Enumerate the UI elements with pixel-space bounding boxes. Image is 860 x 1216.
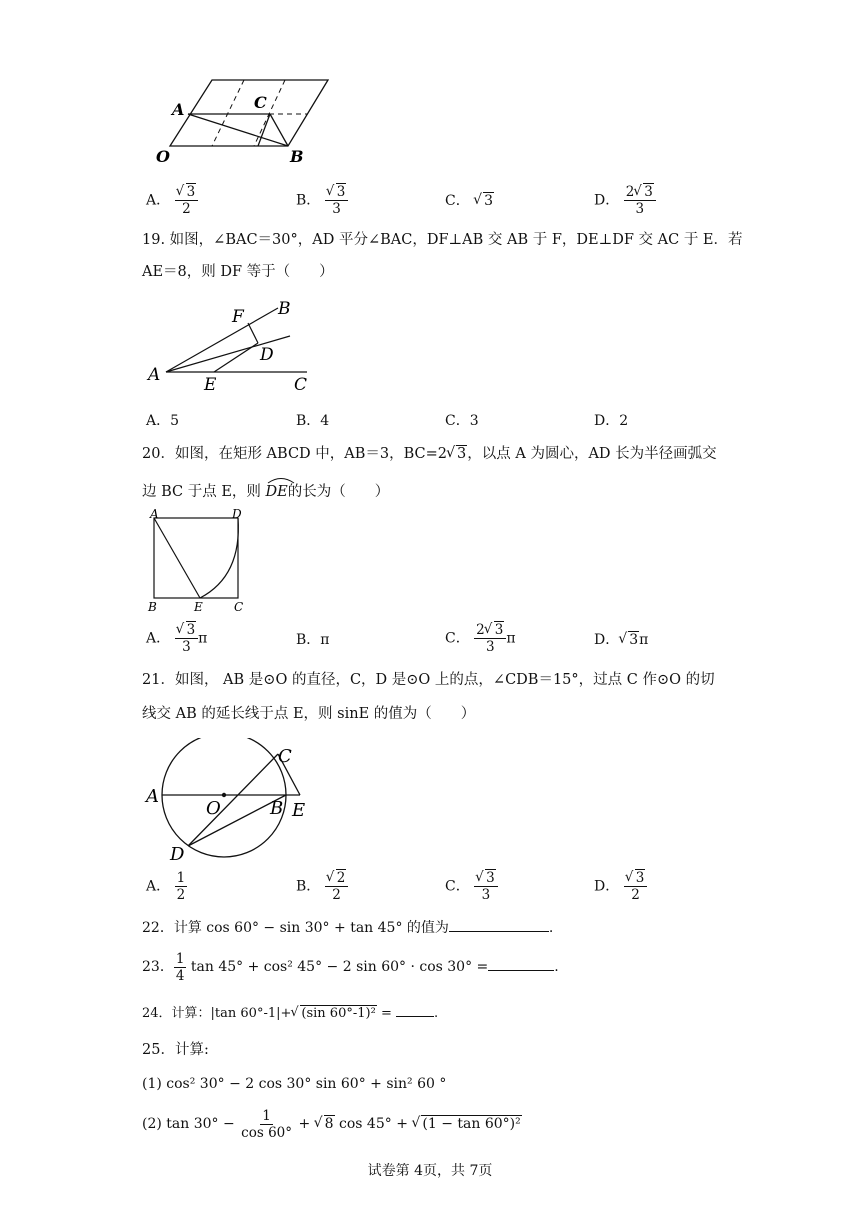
label-a: A: [146, 786, 159, 807]
label-b: B: [270, 798, 284, 819]
q20-option-a[interactable]: A． √ $\frac{3}{3}$ π: [146, 622, 207, 655]
q24-line: 24．计算：|tan 60°-1|+√ (sin 60°-1)² = .: [142, 1002, 438, 1024]
q18-option-b[interactable]: B． √ $\frac{3}{3}$: [296, 184, 348, 217]
label-e: E: [194, 600, 203, 614]
q19-figure: [142, 296, 322, 396]
q25-part2: (2) tan 30° − $\frac{1}{\cos 60^\circ}$ + √ 8 cos 45° + √ (1 − tan 60°)²: [142, 1104, 522, 1144]
center-dot: [222, 793, 226, 797]
q20-option-d[interactable]: D．√ 3π: [594, 631, 648, 649]
q20-stem-line2: 边 BC 于点 E，则 DE的长为（ ）: [142, 478, 389, 502]
q22-line: 22．计算 cos 60° − sin 30° + tan 45° 的值为 .: [142, 917, 553, 938]
label-a: A: [172, 100, 185, 119]
q19-option-d[interactable]: D．2: [594, 413, 629, 429]
label-f: F: [232, 307, 244, 327]
circle-o: [162, 738, 286, 857]
q25-part1: (1) cos² 30° − 2 cos 30° sin 60° + sin² 60 °: [142, 1076, 447, 1092]
segment-dc: [188, 754, 278, 846]
q24-answer-blank[interactable]: [396, 1002, 434, 1017]
q20-figure: [144, 506, 254, 616]
label-d: D: [232, 507, 242, 521]
segment-de: [214, 343, 258, 372]
segment-c-left: [258, 114, 270, 146]
q19-stem-line2: AE＝8，则 DF 等于（ ）: [142, 264, 334, 280]
label-o: O: [206, 798, 221, 819]
arc-de-label: DE: [265, 484, 288, 500]
label-d: D: [260, 345, 274, 365]
q18-option-c[interactable]: C． √ 3: [445, 192, 494, 210]
label-d: D: [170, 844, 185, 865]
q18-option-d[interactable]: D． $\frac{2√ 3}{3}$: [594, 184, 656, 217]
q21-option-b[interactable]: B． √ $\frac{2}{2}$: [296, 870, 348, 903]
label-a: A: [148, 365, 161, 385]
q19-stem-line1: 19. 如图，∠BAC＝30°，AD 平分∠BAC，DF⊥AB 交 AB 于 F，DE⊥DF 交 AC 于 E．若: [142, 232, 743, 248]
segment-ae: [154, 518, 200, 598]
q21-stem-line1: 21．如图， AB 是⊙O 的直径，C，D 是⊙O 上的点，∠CDB＝15°，过点 C 作⊙O 的切: [142, 672, 715, 688]
q22-answer-blank[interactable]: [449, 917, 549, 932]
label-a: A: [150, 507, 159, 521]
parallelogram: [170, 80, 328, 146]
q23-line: 23． $\frac{1}{4}$ tan 45° + cos² 45° − 2 sin 60° · cos 30° = .: [142, 950, 559, 984]
q20-option-b[interactable]: B．π: [296, 632, 330, 648]
arc-de: [200, 518, 238, 598]
q20-stem-line1: 20．如图，在矩形 ABCD 中，AB＝3，BC=2√ 3，以点 A 为圆心，AD 长为半径画弧交: [142, 444, 717, 464]
q21-option-a[interactable]: A． $\frac{1}{2}$: [146, 870, 186, 903]
label-e: E: [292, 800, 306, 821]
rectangle-abcd: [154, 518, 238, 598]
q18-option-a[interactable]: A． √ $\frac{3}{2}$: [146, 184, 198, 217]
q23-answer-blank[interactable]: [488, 956, 554, 971]
q20-option-c[interactable]: C． $\frac{2√ 3}{3}$ π: [445, 622, 516, 655]
q18-figure: [150, 72, 340, 167]
label-o: O: [156, 147, 170, 166]
q25-title: 25．计算:: [142, 1042, 209, 1058]
label-c: C: [254, 93, 267, 112]
label-b: B: [278, 299, 291, 319]
label-b: B: [148, 600, 157, 614]
label-e: E: [204, 375, 217, 395]
q19-option-a[interactable]: A．5: [146, 413, 180, 429]
q19-option-c[interactable]: C．3: [445, 413, 479, 429]
q21-figure: [142, 738, 322, 868]
q21-option-c[interactable]: C． √ $\frac{3}{3}$: [445, 870, 498, 903]
q21-option-d[interactable]: D． √ $\frac{3}{2}$: [594, 870, 647, 903]
label-c: C: [294, 375, 308, 395]
q21-stem-line2: 线交 AB 的延长线于点 E，则 sinE 的值为（ ）: [142, 706, 476, 722]
label-b: B: [290, 147, 304, 166]
label-c: C: [234, 600, 244, 614]
dashed-fold-1: [212, 80, 244, 146]
q19-option-b[interactable]: B．4: [296, 413, 330, 429]
segment-df: [248, 323, 258, 343]
label-c: C: [278, 746, 292, 767]
page-footer: 试卷第 4页，共 7页: [367, 1163, 493, 1179]
